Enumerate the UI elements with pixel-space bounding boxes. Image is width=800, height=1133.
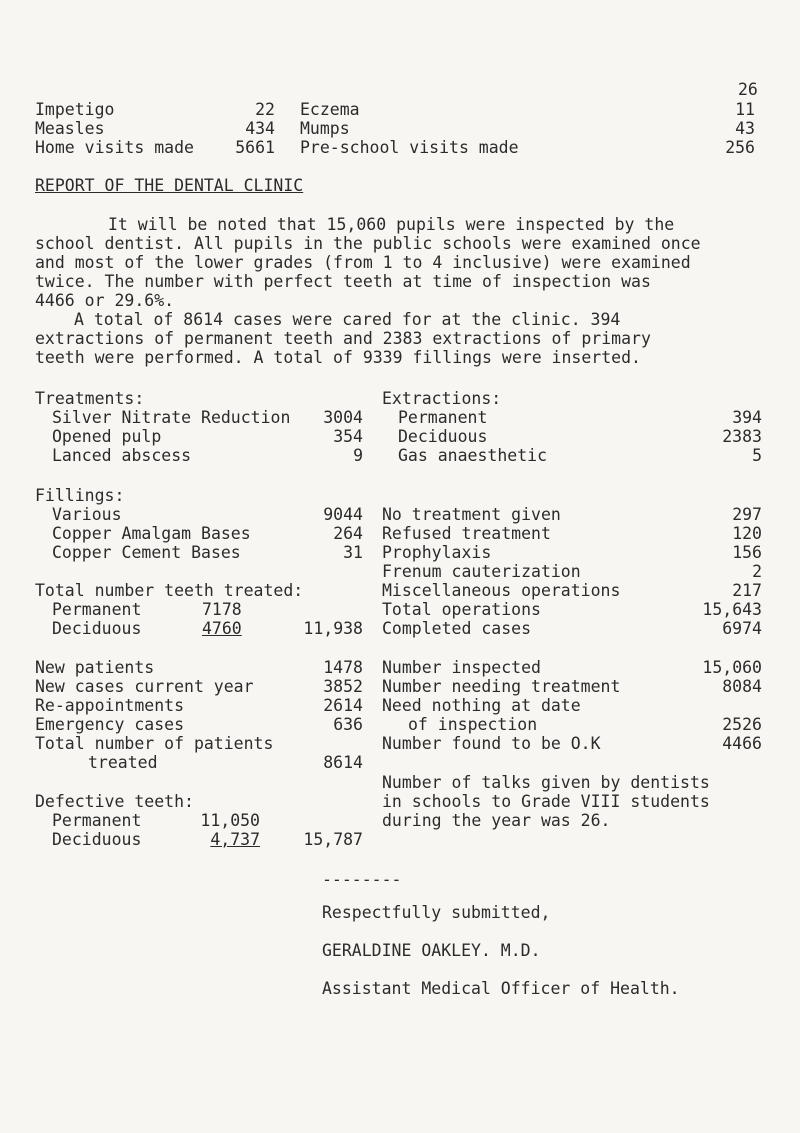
extraction-deciduous-label: Deciduous xyxy=(398,427,488,446)
fillings-header: Fillings: xyxy=(35,486,125,505)
completed-cases-label: Completed cases xyxy=(382,619,532,638)
page-number: 26 xyxy=(738,80,758,99)
new-patients-value: 1478 xyxy=(323,658,363,677)
treated-permanent-value: 7178 xyxy=(202,600,242,619)
eczema-value: 11 xyxy=(735,100,755,119)
current-cases-label: New cases current year xyxy=(35,677,254,696)
emergency-cases-label: Emergency cases xyxy=(35,715,185,734)
needing-treatment-value: 8084 xyxy=(722,677,762,696)
paragraph-line: and most of the lower grades (from 1 to 4 inclusive) were examined xyxy=(35,253,691,272)
defective-deciduous-label: Deciduous xyxy=(52,830,142,849)
total-operations-value: 15,643 xyxy=(702,600,762,619)
silver-nitrate-value: 3004 xyxy=(323,408,363,427)
closing-line: Respectfully submitted, xyxy=(322,903,551,922)
fillings-various-label: Various xyxy=(52,505,122,524)
paragraph-line: It will be noted that 15,060 pupils were inspected by the xyxy=(108,215,675,234)
defective-header: Defective teeth: xyxy=(35,792,194,811)
total-patients-label-cont: treated xyxy=(88,753,158,772)
reappointments-label: Re-appointments xyxy=(35,696,185,715)
treated-permanent-label: Permanent xyxy=(52,600,142,619)
extraction-deciduous-value: 2383 xyxy=(722,427,762,446)
silver-nitrate-label: Silver Nitrate Reduction xyxy=(52,408,291,427)
talks-line: during the year was 26. xyxy=(382,811,611,830)
home-visits-value: 5661 xyxy=(235,138,275,157)
defective-permanent-label: Permanent xyxy=(52,811,142,830)
mumps-label: Mumps xyxy=(300,119,350,138)
copper-cement-value: 31 xyxy=(343,543,363,562)
extraction-permanent-label: Permanent xyxy=(398,408,488,427)
separator-line: -------- xyxy=(322,870,402,889)
extraction-permanent-value: 394 xyxy=(732,408,762,427)
lanced-abscess-label: Lanced abscess xyxy=(52,446,192,465)
no-treatment-value: 297 xyxy=(732,505,762,524)
inspected-label: Number inspected xyxy=(382,658,541,677)
talks-line: in schools to Grade VIII students xyxy=(382,792,710,811)
total-patients-value: 8614 xyxy=(323,753,363,772)
paragraph-line: extractions of permanent teeth and 2383 extractions of primary xyxy=(35,329,651,348)
needing-treatment-label: Number needing treatment xyxy=(382,677,621,696)
paragraph-line: twice. The number with perfect teeth at time of inspection was xyxy=(35,272,651,291)
impetigo-label: Impetigo xyxy=(35,100,115,119)
treated-deciduous-value: 4760 xyxy=(202,619,242,638)
frenum-value: 2 xyxy=(752,562,762,581)
emergency-cases-value: 636 xyxy=(333,715,363,734)
copper-amalgam-label: Copper Amalgam Bases xyxy=(52,524,251,543)
opened-pulp-value: 354 xyxy=(333,427,363,446)
misc-operations-value: 217 xyxy=(732,581,762,600)
reappointments-value: 2614 xyxy=(323,696,363,715)
need-nothing-label-cont: of inspection xyxy=(408,715,538,734)
prophylaxis-label: Prophylaxis xyxy=(382,543,492,562)
need-nothing-label: Need nothing at date xyxy=(382,696,581,715)
opened-pulp-label: Opened pulp xyxy=(52,427,162,446)
paragraph-line: school dentist. All pupils in the public schools were examined once xyxy=(35,234,701,253)
impetigo-value: 22 xyxy=(255,100,275,119)
treatments-header: Treatments: xyxy=(35,389,145,408)
misc-operations-label: Miscellaneous operations xyxy=(382,581,621,600)
refused-treatment-value: 120 xyxy=(732,524,762,543)
gas-anaesthetic-label: Gas anaesthetic xyxy=(398,446,548,465)
preschool-visits-label: Pre-school visits made xyxy=(300,138,519,157)
current-cases-value: 3852 xyxy=(323,677,363,696)
report-heading: REPORT OF THE DENTAL CLINIC xyxy=(35,176,304,195)
talks-line: Number of talks given by dentists xyxy=(382,773,710,792)
total-patients-label: Total number of patients xyxy=(35,734,274,753)
new-patients-label: New patients xyxy=(35,658,155,677)
mumps-value: 43 xyxy=(735,119,755,138)
completed-cases-value: 6974 xyxy=(722,619,762,638)
inspected-value: 15,060 xyxy=(702,658,762,677)
preschool-visits-value: 256 xyxy=(725,138,755,157)
treated-total-value: 11,938 xyxy=(303,619,363,638)
measles-value: 434 xyxy=(245,119,275,138)
eczema-label: Eczema xyxy=(300,100,360,119)
gas-anaesthetic-value: 5 xyxy=(752,446,762,465)
home-visits-label: Home visits made xyxy=(35,138,194,157)
need-nothing-value: 2526 xyxy=(722,715,762,734)
signatory-title: Assistant Medical Officer of Health. xyxy=(322,979,680,998)
paragraph-line: A total of 8614 cases were cared for at the clinic. 394 xyxy=(74,310,621,329)
prophylaxis-value: 156 xyxy=(732,543,762,562)
frenum-label: Frenum cauterization xyxy=(382,562,581,581)
defective-total-value: 15,787 xyxy=(303,830,363,849)
measles-label: Measles xyxy=(35,119,105,138)
copper-cement-label: Copper Cement Bases xyxy=(52,543,241,562)
copper-amalgam-value: 264 xyxy=(333,524,363,543)
defective-deciduous-value: 4,737 xyxy=(210,830,260,849)
found-ok-label: Number found to be O.K xyxy=(382,734,601,753)
paragraph-line: teeth were performed. A total of 9339 fillings were inserted. xyxy=(35,348,641,367)
fillings-various-value: 9044 xyxy=(323,505,363,524)
total-operations-label: Total operations xyxy=(382,600,541,619)
treated-deciduous-label: Deciduous xyxy=(52,619,142,638)
total-treated-header: Total number teeth treated: xyxy=(35,581,304,600)
extractions-header: Extractions: xyxy=(382,389,502,408)
no-treatment-label: No treatment given xyxy=(382,505,561,524)
found-ok-value: 4466 xyxy=(722,734,762,753)
lanced-abscess-value: 9 xyxy=(353,446,363,465)
refused-treatment-label: Refused treatment xyxy=(382,524,551,543)
paragraph-line: 4466 or 29.6%. xyxy=(35,291,175,310)
signatory-name: GERALDINE OAKLEY. M.D. xyxy=(322,941,541,960)
defective-permanent-value: 11,050 xyxy=(200,811,260,830)
